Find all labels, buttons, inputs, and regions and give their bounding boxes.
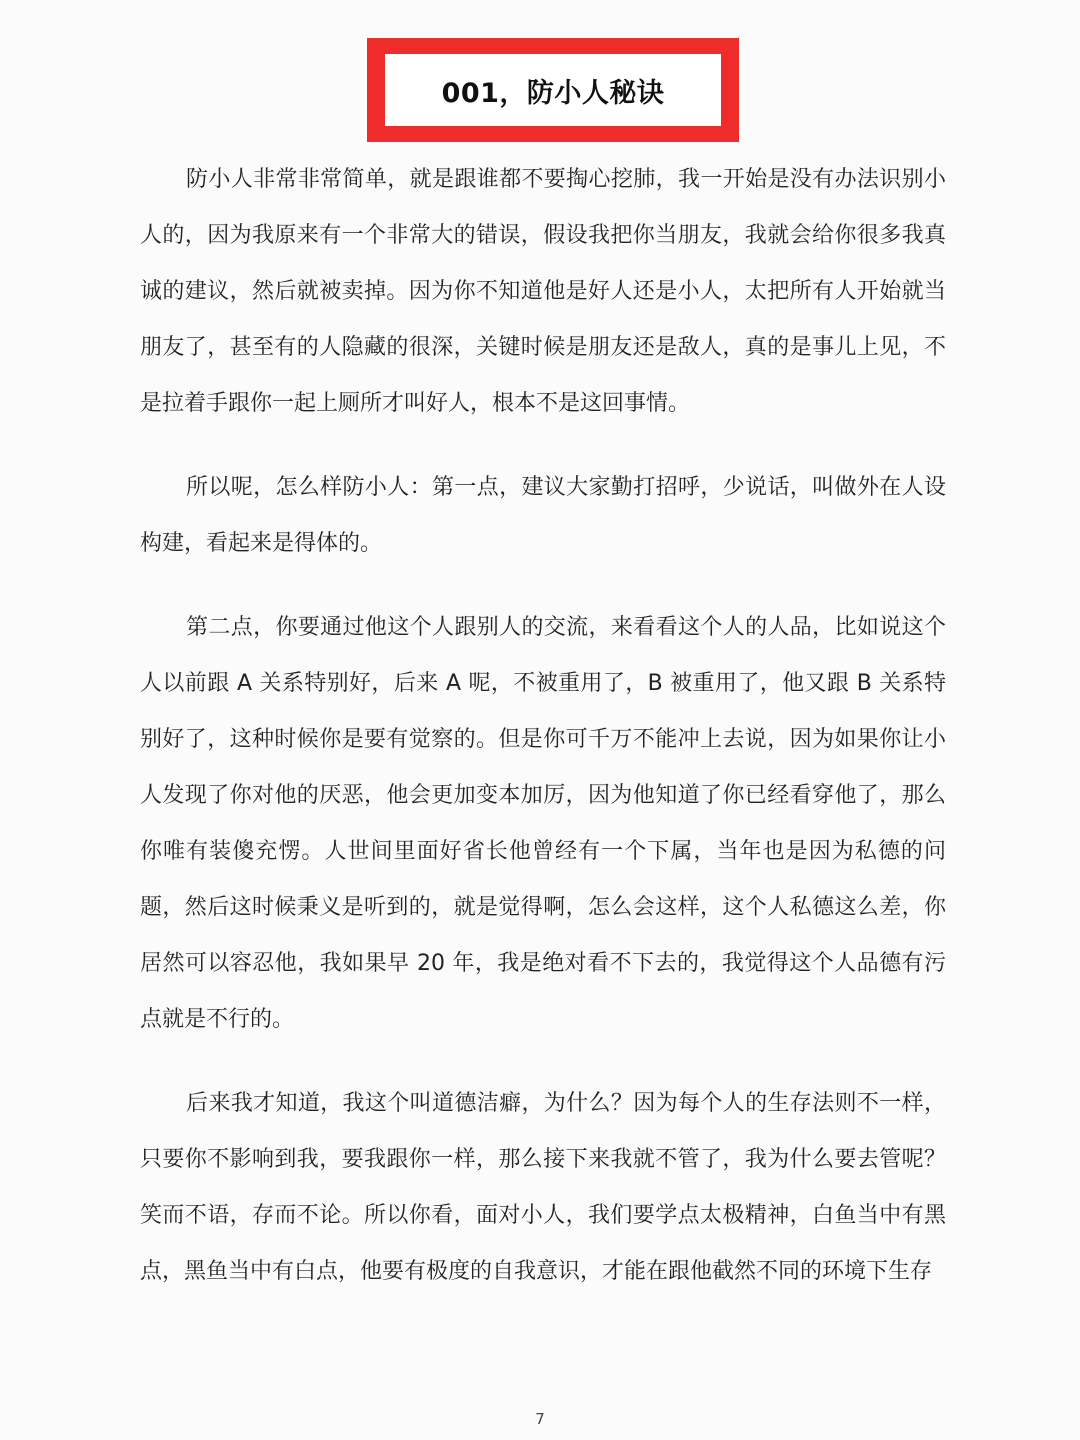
page-title: 001，防小人秘诀 bbox=[441, 77, 665, 109]
title-panel bbox=[385, 54, 721, 126]
paragraph-3: 第二点，你要通过他这个人跟别人的交流，来看看这个人的人品，比如说这个人以前跟 A 关系特别好，后来 A 呢，不被重用了，B 被重用了，他又跟 B 关系特别好了，这种时候你是要有觉察的。但是你可千万不能冲上去说，因为如果你让小人发现了你对他的厌恶，他会更加变本加厉，因为他知道了你已经看穿他了，那么你唯有装傻充愣。人世间里面好省长他曾经有一个下属，当年也是因为私德的问题，然后这时候秉义是听到的，就是觉得啊，怎么会这样，这个人私德这么差，你居然可以容忍他，我如果早 20 年，我是绝对看不下去的，我觉得这个人品德有污点就是不行的。 bbox=[140, 615, 946, 1032]
paragraph-1: 防小人非常非常简单，就是跟谁都不要掏心挖肺，我一开始是没有办法识别小人的，因为我原来有一个非常大的错误，假设我把你当朋友，我就会给你很多我真诚的建议，然后就被卖掉。因为你不知道他是好人还是小人，太把所有人开始就当朋友了，甚至有的人隐藏的很深，关键时候是朋友还是敌人，真的是事儿上见，不是拉着手跟你一起上厕所才叫好人，根本不是这回事情。 bbox=[140, 167, 946, 416]
paragraph-4: 后来我才知道，我这个叫道德洁癖，为什么？因为每个人的生存法则不一样，只要你不影响到我，要我跟你一样，那么接下来我就不管了，我为什么要去管呢？笑而不语，存而不论。所以你看，面对小人，我们要学点太极精神，白鱼当中有黑点，黑鱼当中有白点，他要有极度的自我意识，才能在跟他截然不同的环境下生存 bbox=[140, 1091, 946, 1284]
page-number: 7 bbox=[535, 1410, 545, 1428]
paragraph-2: 所以呢，怎么样防小人：第一点，建议大家勤打招呼，少说话，叫做外在人设构建，看起来是得体的。 bbox=[140, 475, 946, 556]
body-text bbox=[140, 152, 946, 1300]
title-frame bbox=[367, 38, 739, 142]
